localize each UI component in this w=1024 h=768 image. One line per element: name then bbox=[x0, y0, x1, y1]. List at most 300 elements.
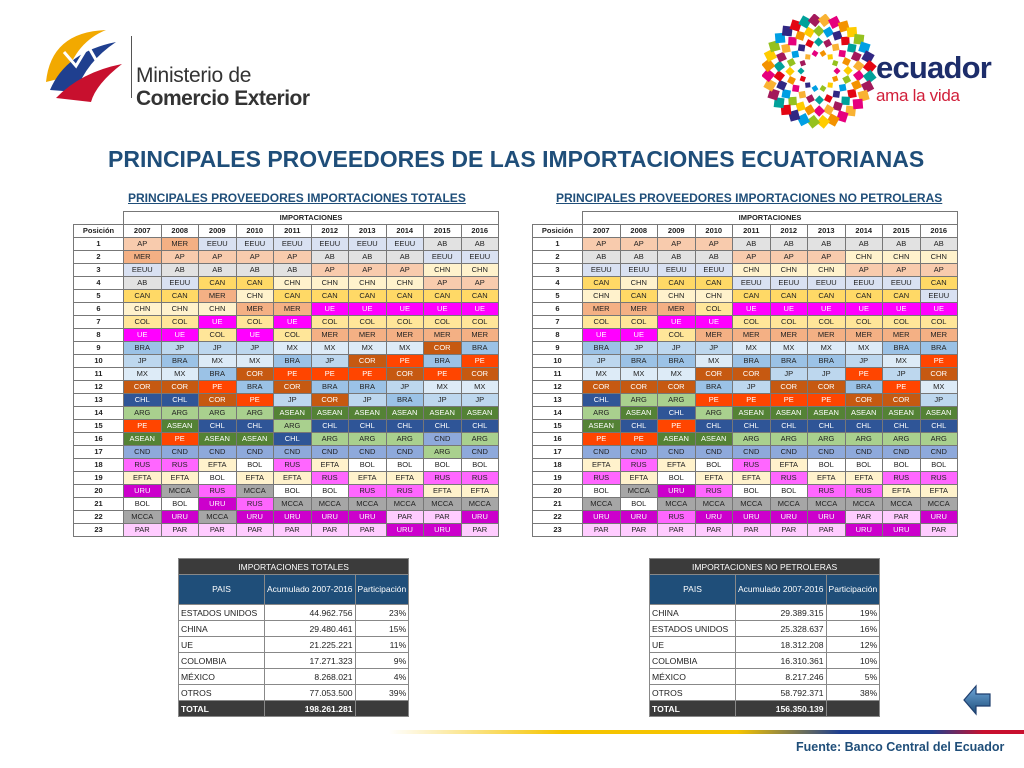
country-code-cell: EFTA bbox=[161, 472, 199, 485]
country-code-cell: ASEAN bbox=[920, 407, 958, 420]
country-code-cell: BOL bbox=[883, 459, 921, 472]
year-header: 2012 bbox=[770, 225, 808, 238]
country-code-cell: CAN bbox=[124, 290, 162, 303]
country-code-cell: UE bbox=[770, 303, 808, 316]
country-code-cell: ASEAN bbox=[386, 407, 424, 420]
country-code-cell: ARG bbox=[311, 433, 349, 446]
flower-petal bbox=[798, 44, 805, 51]
position-cell: 14 bbox=[533, 407, 583, 420]
position-cell: 23 bbox=[74, 524, 124, 537]
country-code-cell: PE bbox=[695, 394, 733, 407]
country-code-cell: CHN bbox=[236, 290, 274, 303]
country-code-cell: AP bbox=[658, 238, 696, 251]
country-code-cell: CND bbox=[920, 446, 958, 459]
position-cell: 4 bbox=[533, 277, 583, 290]
country-code-cell: MX bbox=[349, 342, 387, 355]
country-code-cell: AB bbox=[236, 264, 274, 277]
country-code-cell: CAN bbox=[311, 290, 349, 303]
table-row bbox=[533, 264, 958, 277]
country-code-cell: MX bbox=[883, 355, 921, 368]
country-code-cell: BRA bbox=[808, 355, 846, 368]
country-code-cell: EFTA bbox=[695, 472, 733, 485]
participacion-cell: 5% bbox=[826, 669, 880, 685]
country-code-cell: CND bbox=[161, 446, 199, 459]
year-header: 2007 bbox=[124, 225, 162, 238]
country-code-cell: MCCA bbox=[274, 498, 312, 511]
year-header: 2014 bbox=[845, 225, 883, 238]
country-code-cell: COR bbox=[845, 394, 883, 407]
country-code-cell: RUS bbox=[920, 472, 958, 485]
position-cell: 5 bbox=[533, 290, 583, 303]
country-code-cell: CAN bbox=[620, 290, 658, 303]
participacion-cell: 23% bbox=[355, 605, 409, 621]
pais-cell: UE bbox=[650, 637, 736, 653]
country-code-cell: MER bbox=[424, 329, 462, 342]
table-row bbox=[650, 685, 880, 701]
country-code-cell: BRA bbox=[583, 342, 621, 355]
country-code-cell: MCCA bbox=[386, 498, 424, 511]
country-code-cell: AB bbox=[386, 251, 424, 264]
country-code-cell: BRA bbox=[311, 381, 349, 394]
country-code-cell: COL bbox=[124, 316, 162, 329]
country-code-cell: BRA bbox=[386, 394, 424, 407]
country-code-cell: URU bbox=[808, 511, 846, 524]
country-code-cell: AP bbox=[424, 277, 462, 290]
country-code-cell: MCCA bbox=[583, 498, 621, 511]
country-code-cell: AB bbox=[424, 238, 462, 251]
flower-petal bbox=[805, 82, 811, 88]
country-code-cell: CHN bbox=[124, 303, 162, 316]
country-code-cell: RUS bbox=[424, 472, 462, 485]
country-code-cell: PE bbox=[274, 368, 312, 381]
table-row bbox=[74, 498, 499, 511]
participacion-cell: 10% bbox=[826, 653, 880, 669]
ranking-table-totales bbox=[73, 211, 499, 537]
country-code-cell: CHL bbox=[199, 420, 237, 433]
table-row bbox=[533, 394, 958, 407]
country-code-cell: CND bbox=[236, 446, 274, 459]
country-code-cell: RUS bbox=[845, 485, 883, 498]
country-code-cell: COL bbox=[620, 316, 658, 329]
country-code-cell: EFTA bbox=[920, 485, 958, 498]
participacion-cell: 38% bbox=[826, 685, 880, 701]
year-header: 2013 bbox=[808, 225, 846, 238]
country-code-cell: RUS bbox=[124, 459, 162, 472]
country-code-cell: BOL bbox=[620, 498, 658, 511]
country-code-cell: AB bbox=[620, 251, 658, 264]
flower-petal bbox=[832, 43, 840, 51]
country-code-cell: MER bbox=[920, 329, 958, 342]
country-code-cell: CAN bbox=[770, 290, 808, 303]
flower-petal bbox=[827, 82, 833, 88]
table-row bbox=[74, 472, 499, 485]
country-code-cell: BOL bbox=[583, 485, 621, 498]
flower-petal bbox=[820, 85, 827, 92]
subtitle-totales: PRINCIPALES PROVEEDORES IMPORTACIONES TOTALES bbox=[128, 191, 466, 205]
country-code-cell: URU bbox=[770, 511, 808, 524]
flower-petal bbox=[787, 76, 796, 85]
country-code-cell: ASEAN bbox=[124, 433, 162, 446]
country-code-cell: EFTA bbox=[349, 472, 387, 485]
country-code-cell: UE bbox=[386, 303, 424, 316]
country-code-cell: MX bbox=[733, 342, 771, 355]
country-code-cell: EEUU bbox=[274, 238, 312, 251]
country-code-cell: MCCA bbox=[161, 485, 199, 498]
country-code-cell: BOL bbox=[845, 459, 883, 472]
country-code-cell: ARG bbox=[770, 433, 808, 446]
country-code-cell: PAR bbox=[161, 524, 199, 537]
country-code-cell: CAN bbox=[199, 277, 237, 290]
country-code-cell: URU bbox=[695, 511, 733, 524]
country-code-cell: BOL bbox=[461, 459, 499, 472]
country-code-cell: COL bbox=[461, 316, 499, 329]
back-arrow-icon[interactable] bbox=[962, 684, 992, 716]
country-code-cell: MCCA bbox=[658, 498, 696, 511]
acumulado-cell: 77.053.500 bbox=[265, 685, 356, 701]
position-cell: 12 bbox=[74, 381, 124, 394]
country-code-cell: MER bbox=[883, 329, 921, 342]
table-row bbox=[179, 653, 409, 669]
col-pais: PAIS bbox=[650, 575, 736, 605]
country-code-cell: COR bbox=[620, 381, 658, 394]
country-code-cell: RUS bbox=[583, 472, 621, 485]
year-header: 2015 bbox=[883, 225, 921, 238]
year-header: 2009 bbox=[199, 225, 237, 238]
country-code-cell: AP bbox=[461, 277, 499, 290]
country-code-cell: CHL bbox=[386, 420, 424, 433]
country-code-cell: AB bbox=[845, 238, 883, 251]
country-code-cell: EEUU bbox=[733, 277, 771, 290]
country-code-cell: AP bbox=[695, 238, 733, 251]
country-code-cell: CAN bbox=[845, 290, 883, 303]
position-cell: 21 bbox=[533, 498, 583, 511]
country-code-cell: COL bbox=[386, 316, 424, 329]
country-code-cell: BOL bbox=[808, 459, 846, 472]
country-code-cell: UE bbox=[920, 303, 958, 316]
country-code-cell: PAR bbox=[199, 524, 237, 537]
table-row bbox=[74, 355, 499, 368]
table-row bbox=[74, 329, 499, 342]
country-code-cell: EFTA bbox=[199, 459, 237, 472]
country-code-cell: PE bbox=[883, 381, 921, 394]
country-code-cell: MCCA bbox=[845, 498, 883, 511]
country-code-cell: UE bbox=[311, 303, 349, 316]
country-code-cell: EFTA bbox=[845, 472, 883, 485]
country-code-cell: PAR bbox=[583, 524, 621, 537]
country-code-cell: EEUU bbox=[161, 277, 199, 290]
country-code-cell: ASEAN bbox=[349, 407, 387, 420]
country-code-cell: CHN bbox=[161, 303, 199, 316]
country-code-cell: CHL bbox=[883, 420, 921, 433]
country-code-cell: EEUU bbox=[311, 238, 349, 251]
position-header: Posición bbox=[74, 225, 124, 238]
country-code-cell: COR bbox=[883, 394, 921, 407]
country-code-cell: MX bbox=[770, 342, 808, 355]
country-code-cell: CND bbox=[583, 446, 621, 459]
country-code-cell: CHN bbox=[274, 277, 312, 290]
country-code-cell: EEUU bbox=[620, 264, 658, 277]
country-code-cell: CAN bbox=[461, 290, 499, 303]
country-code-cell: PE bbox=[236, 394, 274, 407]
country-code-cell: AP bbox=[808, 251, 846, 264]
country-code-cell: ARG bbox=[658, 394, 696, 407]
country-code-cell: AP bbox=[920, 264, 958, 277]
country-code-cell: COL bbox=[311, 316, 349, 329]
position-cell: 2 bbox=[74, 251, 124, 264]
table-row bbox=[74, 407, 499, 420]
country-code-cell: UE bbox=[658, 316, 696, 329]
country-code-cell: RUS bbox=[883, 472, 921, 485]
table-row bbox=[74, 290, 499, 303]
country-code-cell: URU bbox=[124, 485, 162, 498]
country-code-cell: URU bbox=[349, 511, 387, 524]
country-code-cell: PAR bbox=[733, 524, 771, 537]
flower-petal bbox=[776, 52, 787, 63]
position-cell: 9 bbox=[74, 342, 124, 355]
country-code-cell: BRA bbox=[461, 342, 499, 355]
group-header: IMPORTACIONES bbox=[124, 212, 499, 225]
country-code-cell: MER bbox=[236, 303, 274, 316]
country-code-cell: URU bbox=[199, 498, 237, 511]
country-code-cell: MER bbox=[461, 329, 499, 342]
country-code-cell: RUS bbox=[349, 485, 387, 498]
country-code-cell: CHL bbox=[695, 420, 733, 433]
country-code-cell: MCCA bbox=[349, 498, 387, 511]
country-code-cell: AP bbox=[620, 238, 658, 251]
flower-petal bbox=[853, 60, 865, 72]
table-row bbox=[74, 420, 499, 433]
country-code-cell: EEUU bbox=[583, 264, 621, 277]
country-code-cell: MCCA bbox=[620, 485, 658, 498]
flower-petal bbox=[797, 67, 804, 74]
country-code-cell: COL bbox=[695, 303, 733, 316]
position-cell: 17 bbox=[533, 446, 583, 459]
country-code-cell: BRA bbox=[770, 355, 808, 368]
country-code-cell: COL bbox=[808, 316, 846, 329]
country-code-cell: COR bbox=[386, 368, 424, 381]
country-code-cell: EEUU bbox=[845, 277, 883, 290]
flower-petal bbox=[781, 89, 791, 99]
country-code-cell: COL bbox=[424, 316, 462, 329]
country-code-cell: RUS bbox=[386, 485, 424, 498]
country-code-cell: CAN bbox=[733, 290, 771, 303]
country-code-cell: MCCA bbox=[199, 511, 237, 524]
country-code-cell: CND bbox=[349, 446, 387, 459]
country-code-cell: EFTA bbox=[733, 472, 771, 485]
position-cell: 17 bbox=[74, 446, 124, 459]
country-code-cell: AB bbox=[920, 238, 958, 251]
position-cell: 19 bbox=[74, 472, 124, 485]
country-code-cell: JP bbox=[274, 394, 312, 407]
country-code-cell: UE bbox=[124, 329, 162, 342]
country-code-cell: BOL bbox=[199, 472, 237, 485]
flower-petal bbox=[832, 76, 838, 82]
position-cell: 19 bbox=[533, 472, 583, 485]
country-code-cell: URU bbox=[845, 524, 883, 537]
table-row bbox=[533, 446, 958, 459]
table-row bbox=[74, 316, 499, 329]
country-code-cell: CHL bbox=[808, 420, 846, 433]
country-code-cell: MER bbox=[808, 329, 846, 342]
country-code-cell: ASEAN bbox=[808, 407, 846, 420]
position-cell: 5 bbox=[74, 290, 124, 303]
country-code-cell: ARG bbox=[583, 407, 621, 420]
year-header: 2008 bbox=[161, 225, 199, 238]
pais-cell: CHINA bbox=[650, 605, 736, 621]
year-header: 2010 bbox=[695, 225, 733, 238]
flower-petal bbox=[791, 50, 799, 58]
country-code-cell: CAN bbox=[695, 277, 733, 290]
country-code-cell: COR bbox=[274, 381, 312, 394]
table-row bbox=[74, 368, 499, 381]
country-code-cell: CAN bbox=[161, 290, 199, 303]
country-code-cell: CHL bbox=[920, 420, 958, 433]
country-code-cell: CAN bbox=[386, 290, 424, 303]
country-code-cell: ARG bbox=[808, 433, 846, 446]
pais-cell: MÉXICO bbox=[179, 669, 265, 685]
flower-petal bbox=[774, 70, 786, 82]
country-code-cell: URU bbox=[658, 485, 696, 498]
country-code-cell: JP bbox=[733, 381, 771, 394]
country-code-cell: AP bbox=[349, 264, 387, 277]
country-code-cell: JP bbox=[695, 342, 733, 355]
country-code-cell: MCCA bbox=[920, 498, 958, 511]
country-code-cell: BOL bbox=[733, 485, 771, 498]
position-cell: 22 bbox=[74, 511, 124, 524]
country-code-cell: MX bbox=[461, 381, 499, 394]
country-code-cell: MCCA bbox=[770, 498, 808, 511]
table-row bbox=[533, 355, 958, 368]
year-header: 2007 bbox=[583, 225, 621, 238]
pais-cell: ESTADOS UNIDOS bbox=[650, 621, 736, 637]
country-code-cell: ARG bbox=[424, 446, 462, 459]
country-code-cell: EFTA bbox=[658, 459, 696, 472]
country-code-cell: URU bbox=[311, 511, 349, 524]
country-code-cell: ASEAN bbox=[770, 407, 808, 420]
country-code-cell: BRA bbox=[199, 368, 237, 381]
country-code-cell: MER bbox=[583, 303, 621, 316]
country-code-cell: COR bbox=[583, 381, 621, 394]
country-code-cell: CND bbox=[424, 433, 462, 446]
position-cell: 9 bbox=[533, 342, 583, 355]
participacion-cell: 19% bbox=[826, 605, 880, 621]
position-cell: 8 bbox=[74, 329, 124, 342]
country-code-cell: BOL bbox=[386, 459, 424, 472]
acumulado-cell: 29.480.461 bbox=[265, 621, 356, 637]
country-code-cell: COR bbox=[424, 342, 462, 355]
country-code-cell: BOL bbox=[695, 459, 733, 472]
country-code-cell: BOL bbox=[424, 459, 462, 472]
country-code-cell: PAR bbox=[236, 524, 274, 537]
flower-petal bbox=[812, 85, 819, 92]
country-code-cell: COL bbox=[199, 329, 237, 342]
country-code-cell: EFTA bbox=[236, 472, 274, 485]
table-row bbox=[179, 685, 409, 701]
country-code-cell: CAN bbox=[236, 277, 274, 290]
country-code-cell: AB bbox=[883, 238, 921, 251]
country-code-cell: URU bbox=[583, 511, 621, 524]
position-cell: 14 bbox=[74, 407, 124, 420]
year-header: 2011 bbox=[274, 225, 312, 238]
country-code-cell: COL bbox=[920, 316, 958, 329]
ministerio-logo-line1: Ministerio de bbox=[136, 64, 252, 87]
country-code-cell: BRA bbox=[845, 381, 883, 394]
flower-petal bbox=[814, 37, 823, 46]
country-code-cell: CND bbox=[274, 446, 312, 459]
position-cell: 3 bbox=[533, 264, 583, 277]
country-code-cell: CHL bbox=[658, 407, 696, 420]
table-row bbox=[533, 407, 958, 420]
country-code-cell: AB bbox=[461, 238, 499, 251]
table-row bbox=[74, 264, 499, 277]
table-row bbox=[533, 524, 958, 537]
country-code-cell: CHL bbox=[236, 420, 274, 433]
table-row bbox=[533, 251, 958, 264]
country-code-cell: MX bbox=[583, 368, 621, 381]
country-code-cell: ASEAN bbox=[658, 433, 696, 446]
country-code-cell: CHL bbox=[124, 394, 162, 407]
country-code-cell: MER bbox=[695, 329, 733, 342]
country-code-cell: COL bbox=[658, 329, 696, 342]
position-cell: 13 bbox=[74, 394, 124, 407]
country-code-cell: CHL bbox=[161, 394, 199, 407]
country-code-cell: COR bbox=[236, 368, 274, 381]
position-cell: 7 bbox=[533, 316, 583, 329]
country-code-cell: PE bbox=[199, 381, 237, 394]
country-code-cell: CND bbox=[658, 446, 696, 459]
country-code-cell: ASEAN bbox=[733, 407, 771, 420]
country-code-cell: MER bbox=[386, 329, 424, 342]
col-pais: PAIS bbox=[179, 575, 265, 605]
country-code-cell: COL bbox=[883, 316, 921, 329]
country-code-cell: ASEAN bbox=[695, 433, 733, 446]
country-code-cell: BRA bbox=[920, 342, 958, 355]
country-code-cell: CHN bbox=[808, 264, 846, 277]
country-code-cell: BRA bbox=[124, 342, 162, 355]
flower-petal bbox=[823, 39, 832, 48]
country-code-cell: MX bbox=[424, 381, 462, 394]
position-cell: 15 bbox=[533, 420, 583, 433]
country-code-cell: AP bbox=[845, 264, 883, 277]
country-code-cell: EFTA bbox=[770, 459, 808, 472]
country-code-cell: CHL bbox=[845, 420, 883, 433]
ecuador-flower-icon bbox=[762, 14, 877, 129]
country-code-cell: ARG bbox=[845, 433, 883, 446]
flower-petal bbox=[843, 66, 852, 75]
table-row bbox=[533, 485, 958, 498]
country-code-cell: PE bbox=[124, 420, 162, 433]
country-code-cell: PAR bbox=[658, 524, 696, 537]
year-header: 2016 bbox=[461, 225, 499, 238]
ministerio-emblem-icon bbox=[36, 22, 126, 107]
table-row bbox=[650, 669, 880, 685]
country-code-cell: JP bbox=[808, 368, 846, 381]
subtitle-no-petroleras: PRINCIPALES PROVEEDORES IMPORTACIONES NO PETROLERAS bbox=[556, 191, 943, 205]
table-row bbox=[533, 498, 958, 511]
country-code-cell: BRA bbox=[658, 355, 696, 368]
summary-table-totales bbox=[178, 558, 409, 717]
country-code-cell: MX bbox=[658, 368, 696, 381]
country-code-cell: PE bbox=[349, 368, 387, 381]
country-code-cell: MX bbox=[845, 342, 883, 355]
country-code-cell: MCCA bbox=[461, 498, 499, 511]
country-code-cell: AP bbox=[161, 251, 199, 264]
country-code-cell: CHL bbox=[274, 433, 312, 446]
country-code-cell: JP bbox=[349, 394, 387, 407]
position-cell: 20 bbox=[533, 485, 583, 498]
country-code-cell: UE bbox=[161, 329, 199, 342]
country-code-cell: BRA bbox=[236, 381, 274, 394]
